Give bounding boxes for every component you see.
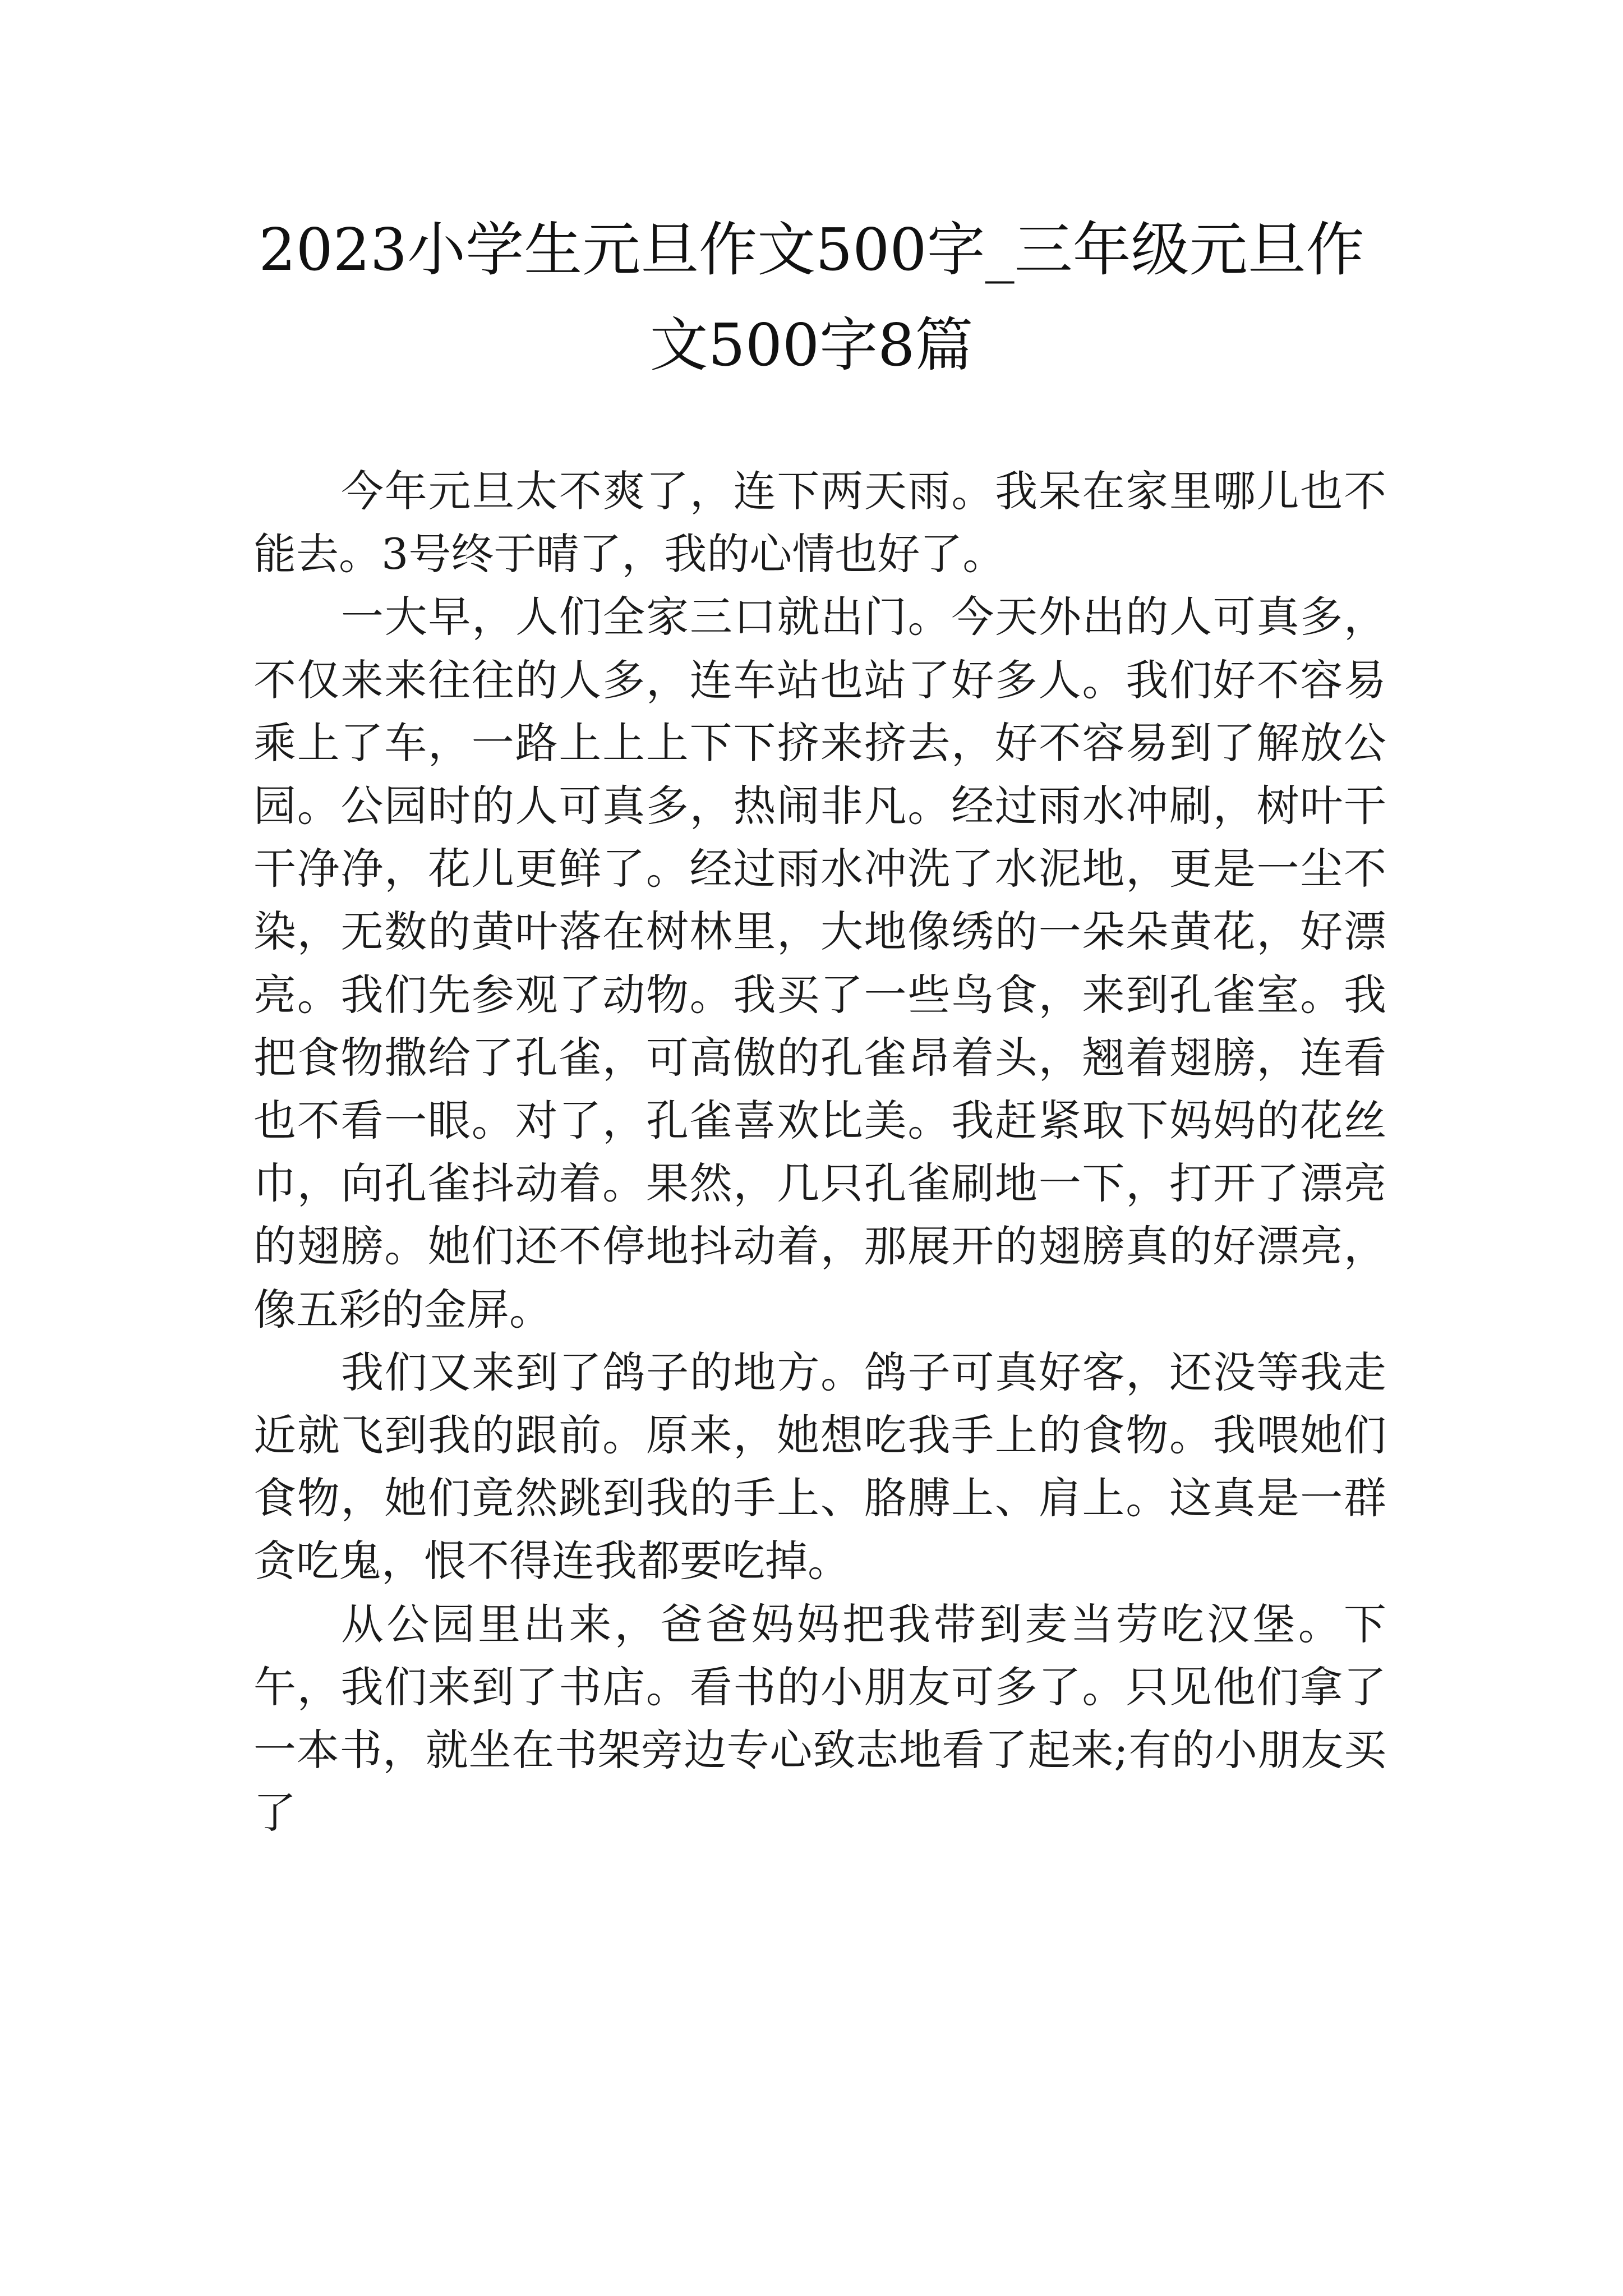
- paragraph-4: 从公园里出来，爸爸妈妈把我带到麦当劳吃汉堡。下午，我们来到了书店。看书的小朋友可多了。只见他们拿了一本书，就坐在书架旁边专心致志地看了起来;有的小朋友买了: [253, 1599, 1386, 1838]
- paragraph-3: 我们又来到了鸽子的地方。鸽子可真好客，还没等我走近就飞到我的跟前。原来，她想吃我手上的食物。我喂她们食物，她们竟然跳到我的手上、胳膊上、肩上。这真是一群贪吃鬼，恨不得连我都要吃掉。: [253, 1347, 1386, 1586]
- document-body: [253, 460, 1386, 1844]
- document-title: 2023小学生元旦作文500字_三年级元旦作文500字8篇: [259, 215, 1364, 379]
- paragraph-2: 一大早，人们全家三口就出门。今天外出的人可真多，不仅来来往往的人多，连车站也站了好多人。我们好不容易乘上了车，一路上上上下下挤来挤去，好不容易到了解放公园。公园时的人可真多，热闹非凡。经过雨水冲刷，树叶干干净净，花儿更鲜了。经过雨水冲洗了水泥地，更是一尘不染，无数的黄叶落在树林里，大地像绣的一朵朵黄花，好漂亮。我们先参观了动物。我买了一些鸟食，来到孔雀室。我把食物撒给了孔雀，可高傲的孔雀昂着头，翘着翅膀，连看也不看一眼。对了，孔雀喜欢比美。我赶紧取下妈妈的花丝巾，向孔雀抖动着。果然，几只孔雀刷地一下，打开了漂亮的翅膀。她们还不停地抖动着，那展开的翅膀真的好漂亮，像五彩的金屏。: [253, 592, 1386, 1335]
- paragraph-1: 今年元旦太不爽了，连下两天雨。我呆在家里哪儿也不能去。3号终于晴了，我的心情也好了。: [253, 466, 1386, 579]
